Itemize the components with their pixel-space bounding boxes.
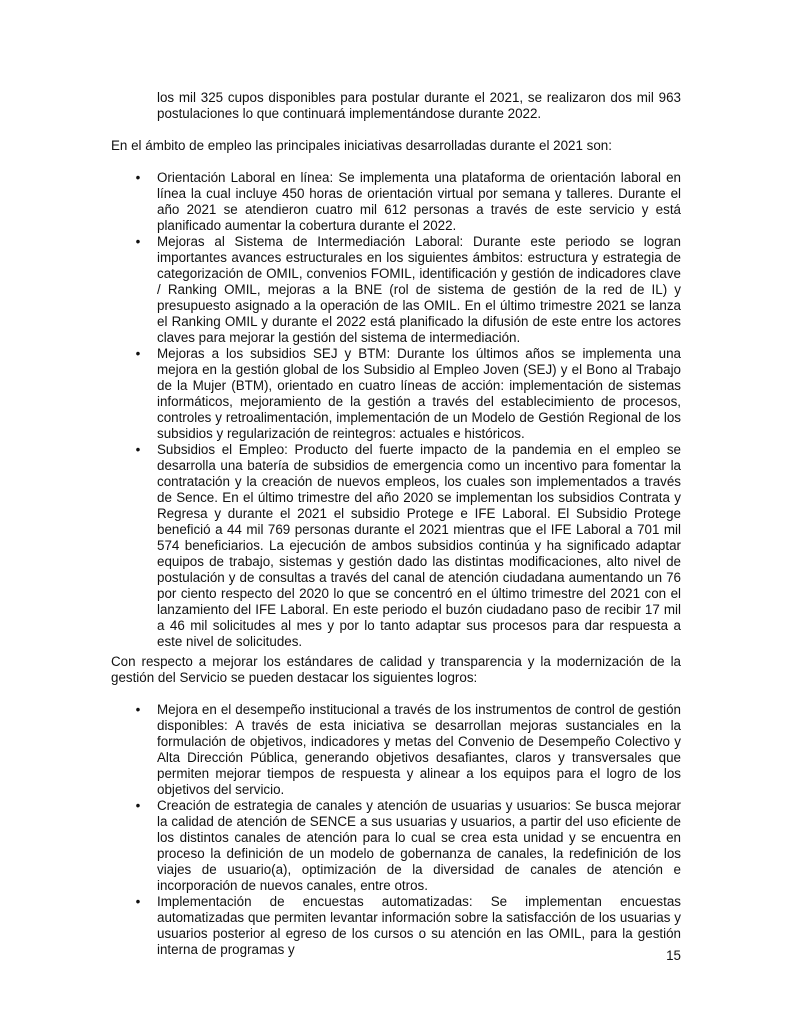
list-item — [111, 442, 681, 650]
list-item-text: Implementación de encuestas automatizadas: Se implementan encuestas automatizadas que permiten levantar información sobre la satisfacción de los usuarias y usuarios posterior al egreso de los cursos o su atención en las OMIL, para la gestión interna de programas y — [157, 894, 681, 957]
list-item-text: Orientación Laboral en línea: Se implementa una plataforma de orientación laboral en línea la cual incluye 450 horas de orientación virtual por semana y talleres. Durante el año 2021 se atendieron cuatro mil 612 personas a través de este servicio y está planificado aumentar la cobertura durante el 2022. — [157, 170, 681, 233]
list-item-text: Creación de estrategia de canales y atención de usuarias y usuarios: Se busca mejorar la calidad de atención de SENCE a sus usuarias y usuarios, a partir del uso eficiente de los distintos canales de atención para lo cual se crea esta unidad y se encuentra en proceso la definición de un modelo de gobernanza de canales, la redefinición de los viajes de usuario(a), optimización de la diversidad de canales de atención e incorporación de nuevos canales, entre otros. — [157, 798, 681, 893]
list-item-text: Mejoras al Sistema de Intermediación Laboral: Durante este periodo se logran importantes avances estructurales en los siguientes ámbitos: estructura y estrategia de categorización de OMIL, convenios FOMIL, identificación y gestión de indicadores clave / Ranking OMIL, mejoras a la BNE (rol de sistema de gestión de la red de IL) y presupuesto asignado a la operación de las OMIL. En el último trimestre 2021 se lanza el Ranking OMIL y durante el 2022 está planificado la difusión de este entre los actores claves para mejorar la gestión del sistema de intermediación. — [157, 234, 681, 345]
employment-intro-paragraph: En el ámbito de empleo las principales iniciativas desarrolladas durante el 2021 son: — [111, 138, 612, 153]
bullet-icon: • — [135, 798, 141, 813]
list-item — [111, 346, 681, 442]
bullet-icon: • — [135, 442, 141, 457]
bullet-icon: • — [135, 894, 141, 909]
bullet-icon: • — [135, 234, 141, 249]
list-item — [111, 798, 681, 894]
page-number: 15 — [666, 948, 681, 963]
bullet-icon: • — [135, 170, 141, 185]
employment-initiatives-list — [111, 170, 681, 650]
bullet-icon: • — [135, 346, 141, 361]
list-item-text: Subsidios el Empleo: Producto del fuerte impacto de la pandemia en el empleo se desarrolla una batería de subsidios de emergencia como un incentivo para fomentar la contratación y la creación de nuevos empleos, los cuales son implementados a través de Sence. En el último trimestre del año 2020 se implementan los subsidios Contrata y Regresa y durante el 2021 el subsidio Protege e IFE Laboral. El Subsidio Protege benefició a 44 mil 769 personas durante el 2021 mientras que el IFE Laboral a 701 mil 574 beneficiarios. La ejecución de ambos subsidios continúa y ha significado adaptar equipos de trabajo, sistemas y gestión dado las distintas modificaciones, alto nivel de postulación y de consultas a través del canal de atención ciudadana aumentando un 76 por ciento respecto del 2020 lo que se concentró en el último trimestre del 2021 con el lanzamiento del IFE Laboral. En este periodo el buzón ciudadano paso de recibir 17 mil a 46 mil solicitudes al mes y por lo tanto adaptar sus procesos para dar respuesta a este nivel de solicitudes. — [157, 442, 681, 649]
list-item — [111, 702, 681, 798]
quality-achievements-list — [111, 702, 681, 958]
list-item — [111, 234, 681, 346]
bullet-icon: • — [135, 702, 141, 717]
list-item-text: Mejoras a los subsidios SEJ y BTM: Durante los últimos años se implementa una mejora en la gestión global de los Subsidio al Empleo Joven (SEJ) y el Bono al Trabajo de la Mujer (BTM), orientado en cuatro líneas de acción: implementación de sistemas informáticos, mejoramiento de la gestión a través del establecimiento de procesos, controles y retroalimentación, implementación de un Modelo de Gestión Regional de los subsidios y regularización de reintegros: actuales e históricos. — [157, 346, 681, 441]
quality-intro-paragraph: Con respecto a mejorar los estándares de calidad y transparencia y la modernización de la gestión del Servicio se pueden destacar los siguientes logros: — [111, 654, 681, 685]
list-item-text: Mejora en el desempeño institucional a través de los instrumentos de control de gestión disponibles: A través de esta iniciativa se desarrollan mejoras sustanciales en la formulación de objetivos, indicadores y metas del Convenio de Desempeño Colectivo y Alta Dirección Pública, generando objetivos desafiantes, claros y transversales que permiten mejorar tiempos de respuesta y alinear a los equipos para el logro de los objetivos del servicio. — [157, 702, 681, 797]
list-item — [111, 170, 681, 234]
list-item — [111, 894, 681, 958]
continuation-paragraph: los mil 325 cupos disponibles para postular durante el 2021, se realizaron dos mil 963 postulaciones lo que continuará implementándose durante 2022. — [157, 90, 681, 121]
